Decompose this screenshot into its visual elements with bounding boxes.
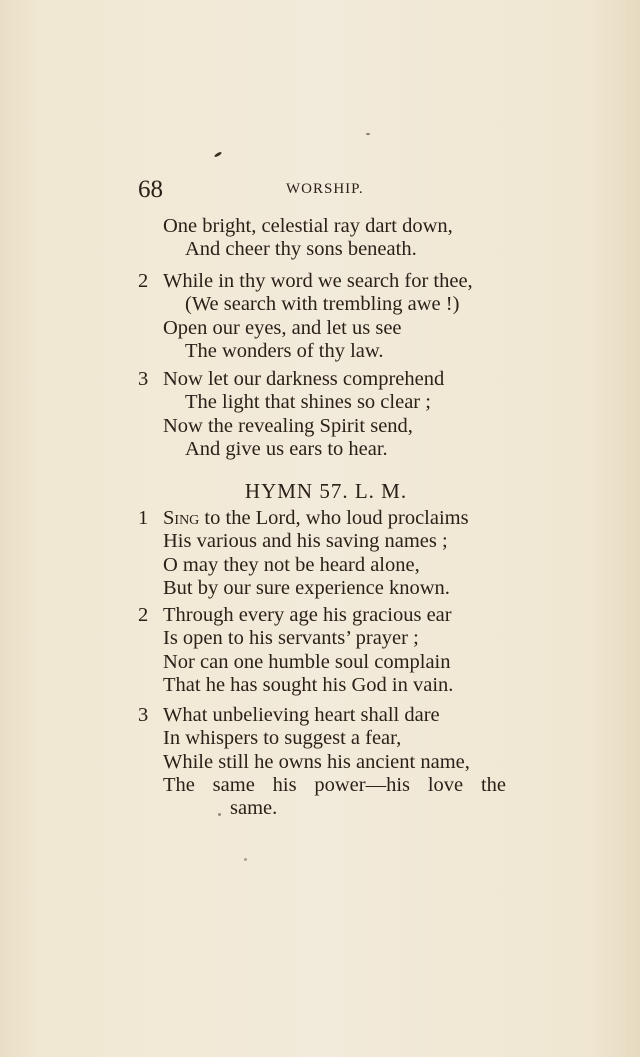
verse-line: In whispers to suggest a fear, [163, 727, 402, 750]
verse-number: 2 [138, 604, 149, 626]
verse-number: 3 [138, 704, 149, 726]
verse-line: The wonders of thy law. [185, 339, 384, 362]
verse-number: 1 [138, 507, 149, 529]
first-line-rest: to the Lord, who loud proclaims [199, 507, 469, 529]
first-word: Sing [163, 507, 200, 529]
verse-line: O may they not be heard alone, [163, 553, 420, 576]
verse-line: Through every age his gracious ear [163, 604, 452, 626]
hymn-verse-2 [138, 604, 510, 697]
verse-line: Now the revealing Spirit send, [163, 414, 413, 437]
ink-speck [214, 151, 222, 158]
verse-line: Nor can one humble soul complain [163, 650, 451, 673]
verse-line: One bright, celestial ray dart down, [163, 215, 453, 237]
continued-verse [138, 215, 510, 262]
verse-line: And cheer thy sons beneath. [185, 238, 417, 261]
page-number: 68 [138, 176, 163, 203]
ink-speck [366, 133, 370, 135]
running-head: WORSHIP. [286, 181, 364, 197]
verse-number: 3 [138, 368, 149, 390]
hymn-title: HYMN 57. L. M. [244, 479, 408, 503]
ink-speck [244, 858, 247, 861]
verse-2 [138, 270, 510, 363]
page-header [138, 176, 508, 206]
verse-line: Open our eyes, and let us see [163, 316, 402, 339]
verse-3 [138, 368, 510, 461]
verse-line-turnover: same. [230, 797, 278, 820]
verse-line: The light that shines so clear ; [185, 391, 431, 414]
verse-line: While in thy word we search for thee, [163, 270, 473, 292]
verse-line [163, 507, 469, 530]
verse-number: 2 [138, 270, 149, 292]
hymn-verse-1 [138, 507, 510, 600]
verse-line: What unbelieving heart shall dare [163, 704, 440, 726]
verse-line: Now let our darkness comprehend [163, 368, 445, 390]
verse-line: Is open to his servants’ prayer ; [163, 627, 419, 650]
verse-line: The same his power—his love the [163, 773, 506, 796]
verse-line: While still he owns his ancient name, [163, 750, 470, 773]
verse-line: His various and his saving names ; [163, 530, 448, 553]
verse-line: (We search with trembling awe !) [185, 293, 460, 316]
verse-line: That he has sought his God in vain. [163, 673, 454, 696]
verse-line: But by our sure experience known. [163, 576, 450, 599]
verse-line: And give us ears to hear. [185, 437, 388, 460]
hymn-verse-3 [138, 704, 510, 820]
